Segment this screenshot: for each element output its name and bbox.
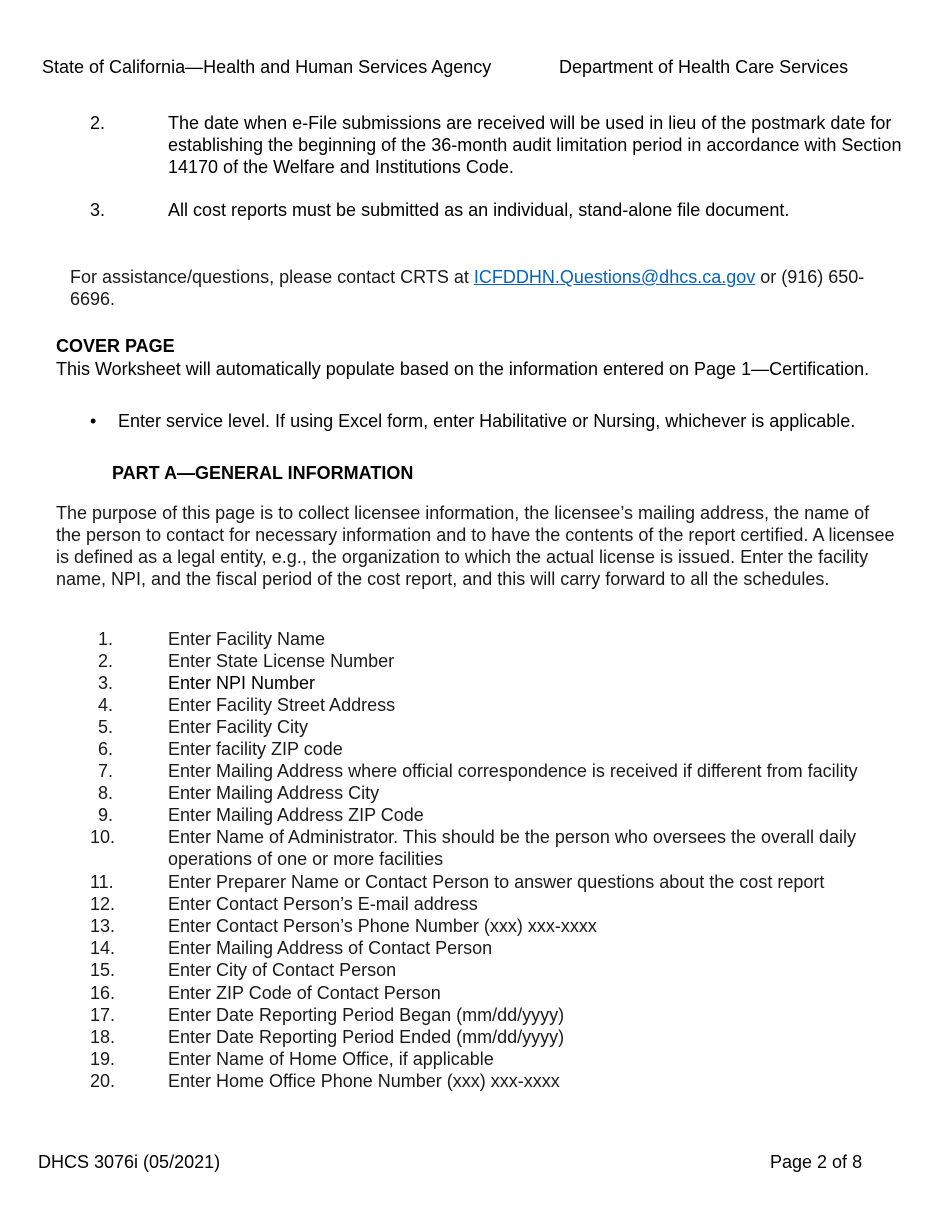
cover-page-text: This Worksheet will automatically populate based on the information entered on Page 1—Certification. xyxy=(56,359,870,379)
list-item-text: Enter State License Number xyxy=(168,651,395,671)
list-item-text: Enter NPI Number xyxy=(168,673,316,693)
list-item-number: 20. xyxy=(90,1071,116,1091)
list-item-number: 11. xyxy=(90,872,114,892)
list-item-text: Enter Facility City xyxy=(168,717,309,737)
header-agency: State of California—Health and Human Services Agency xyxy=(42,57,492,77)
part-a-paragraph: The purpose of this page is to collect licensee information, the licensee’s mailing address, the name of the person to contact for necessary information and to have the contents of the report certified. A licensee is defined as a legal entity, e.g., the organization to which the actual license is issued. Enter the facility name, NPI, and the fiscal period of the cost report, and this will carry forward to all the schedules. xyxy=(56,503,895,589)
list-item-number: 3. xyxy=(98,673,114,693)
part-a-heading: PART A—GENERAL INFORMATION xyxy=(112,463,414,483)
list-item-text: Enter Contact Person’s E-mail address xyxy=(168,894,478,914)
list-item-text: Enter Facility Street Address xyxy=(168,695,396,715)
list-item-number: 14. xyxy=(90,938,116,958)
list-item-number: 4. xyxy=(98,695,114,715)
cover-page-bullet-text: Enter service level. If using Excel form, enter Habilitative or Nursing, whichever is applicable. xyxy=(118,411,856,431)
list-item-text: Enter City of Contact Person xyxy=(168,960,397,980)
assistance-prefix: For assistance/questions, please contact CRTS at xyxy=(70,267,474,287)
list-item-text: Enter Name of Home Office, if applicable xyxy=(168,1049,494,1069)
list-item-text: Enter Preparer Name or Contact Person to answer questions about the cost report xyxy=(168,872,825,892)
list-item-number: 12. xyxy=(90,894,116,914)
top-item-number: 2. xyxy=(90,113,106,133)
list-item-number: 16. xyxy=(90,983,116,1003)
list-item-number: 2. xyxy=(98,651,114,671)
top-item-text: All cost reports must be submitted as an individual, stand-alone file document. xyxy=(168,200,790,220)
footer-page-number: Page 2 of 8 xyxy=(770,1152,863,1172)
footer-form-number: DHCS 3076i (05/2021) xyxy=(38,1152,221,1172)
top-item-text: The date when e-File submissions are received will be used in lieu of the postmark date for establishing the beginning of the 36-month audit limitation period in accordance with Section 14170 of the Welfare and Institutions Code. xyxy=(168,113,902,177)
list-item-number: 6. xyxy=(98,739,114,759)
list-item-number: 19. xyxy=(90,1049,116,1069)
list-item-text: Enter Date Reporting Period Ended (mm/dd/yyyy) xyxy=(168,1027,565,1047)
list-item-number: 15. xyxy=(90,960,116,980)
list-item-number: 13. xyxy=(90,916,116,936)
list-item-number: 17. xyxy=(90,1005,116,1025)
cover-page-heading: COVER PAGE xyxy=(56,336,175,356)
list-item-number: 1. xyxy=(98,629,114,649)
list-item-text: Enter ZIP Code of Contact Person xyxy=(168,983,441,1003)
top-item-number: 3. xyxy=(90,200,106,220)
list-item-text: Enter Mailing Address of Contact Person xyxy=(168,938,493,958)
list-item-number: 9. xyxy=(98,805,114,825)
list-item-text: Enter Name of Administrator. This should be the person who oversees the overall daily operations of one or more facilities xyxy=(168,827,857,869)
header-department: Department of Health Care Services xyxy=(559,57,849,77)
list-item-text: Enter facility ZIP code xyxy=(168,739,343,759)
assistance-paragraph xyxy=(70,266,870,310)
bullet-icon: • xyxy=(90,411,97,431)
list-item-number: 10. xyxy=(90,827,116,847)
assistance-suffix: or (916) 650-6696. xyxy=(70,267,865,309)
list-item-text: Enter Date Reporting Period Began (mm/dd/yyyy) xyxy=(168,1005,565,1025)
list-item-text: Enter Contact Person’s Phone Number (xxx) xxx-xxxx xyxy=(168,916,597,936)
list-item-number: 5. xyxy=(98,717,114,737)
list-item-text: Enter Home Office Phone Number (xxx) xxx-xxxx xyxy=(168,1071,560,1091)
list-item-number: 7. xyxy=(98,761,114,781)
list-item-number: 8. xyxy=(98,783,114,803)
list-item-text: Enter Mailing Address ZIP Code xyxy=(168,805,424,825)
list-item-text: Enter Mailing Address City xyxy=(168,783,380,803)
assistance-email-link[interactable]: ICFDDHN.Questions@dhcs.ca.gov xyxy=(473,267,756,287)
list-item-text: Enter Mailing Address where official correspondence is received if different from facility xyxy=(168,761,858,781)
list-item-number: 18. xyxy=(90,1027,116,1047)
list-item-text: Enter Facility Name xyxy=(168,629,326,649)
